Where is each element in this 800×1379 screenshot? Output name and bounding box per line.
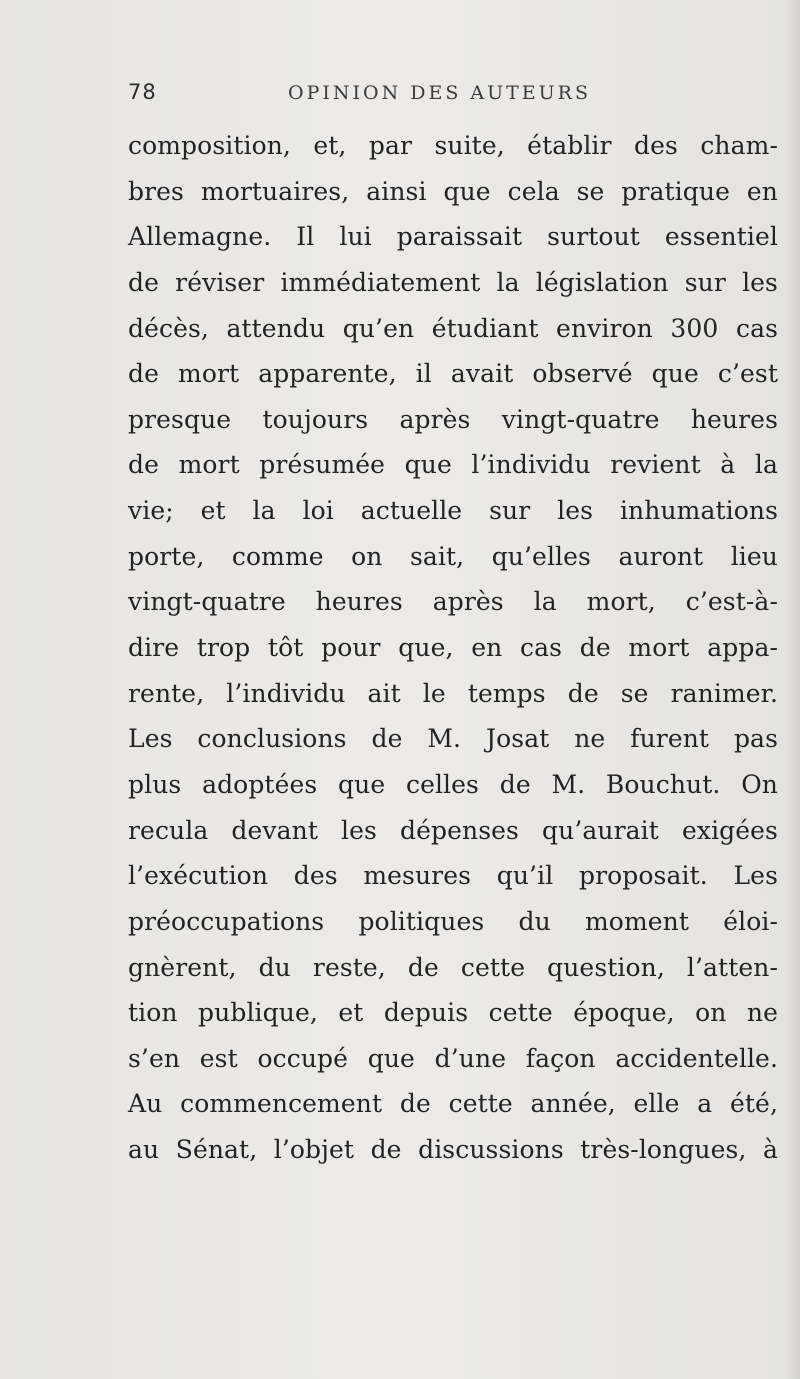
text-line: rente, l’individu ait le temps de se ranimer.	[128, 678, 778, 708]
text-line: bres mortuaires, ainsi que cela se pratique en	[128, 176, 778, 206]
page-number: 78	[128, 80, 157, 104]
text-line: vie; et la loi actuelle sur les inhumations	[128, 496, 778, 526]
text-line: Les conclusions de M. Josat ne furent pas	[128, 724, 778, 754]
text-line: dire trop tôt pour que, en cas de mort appa-	[128, 633, 778, 663]
text-line: de réviser immédiatement la législation sur les	[128, 267, 778, 297]
text-line: tion publique, et depuis cette époque, on ne	[128, 998, 778, 1028]
text-line: préoccupations politiques du moment éloi-	[128, 906, 778, 936]
body-text	[128, 123, 778, 1173]
text-line: plus adoptées que celles de M. Bouchut. On	[128, 769, 778, 799]
page-edge-shadow	[786, 0, 800, 1379]
text-line: Au commencement de cette année, elle a été,	[128, 1089, 778, 1119]
text-line: décès, attendu qu’en étudiant environ 300 cas	[128, 313, 778, 343]
text-line: recula devant les dépenses qu’aurait exigées	[128, 815, 778, 845]
text-line: porte, comme on sait, qu’elles auront lieu	[128, 541, 778, 571]
text-line: Allemagne. Il lui paraissait surtout essentiel	[128, 222, 778, 252]
text-line: de mort présumée que l’individu revient à la	[128, 450, 778, 480]
text-line: presque toujours après vingt-quatre heures	[128, 404, 778, 434]
text-line: composition, et, par suite, établir des cham-	[128, 131, 778, 160]
text-line: au Sénat, l’objet de discussions très-longues, à	[128, 1135, 778, 1165]
page-header	[128, 80, 768, 110]
text-line: s’en est occupé que d’une façon accidentelle.	[128, 1043, 778, 1073]
text-line: vingt-quatre heures après la mort, c’est-à-	[128, 587, 778, 617]
running-title: OPINION DES AUTEURS	[288, 82, 592, 104]
text-line: de mort apparente, il avait observé que c’est	[128, 359, 778, 389]
text-line: gnèrent, du reste, de cette question, l’atten-	[128, 952, 778, 982]
text-line: l’exécution des mesures qu’il proposait. Les	[128, 861, 778, 891]
